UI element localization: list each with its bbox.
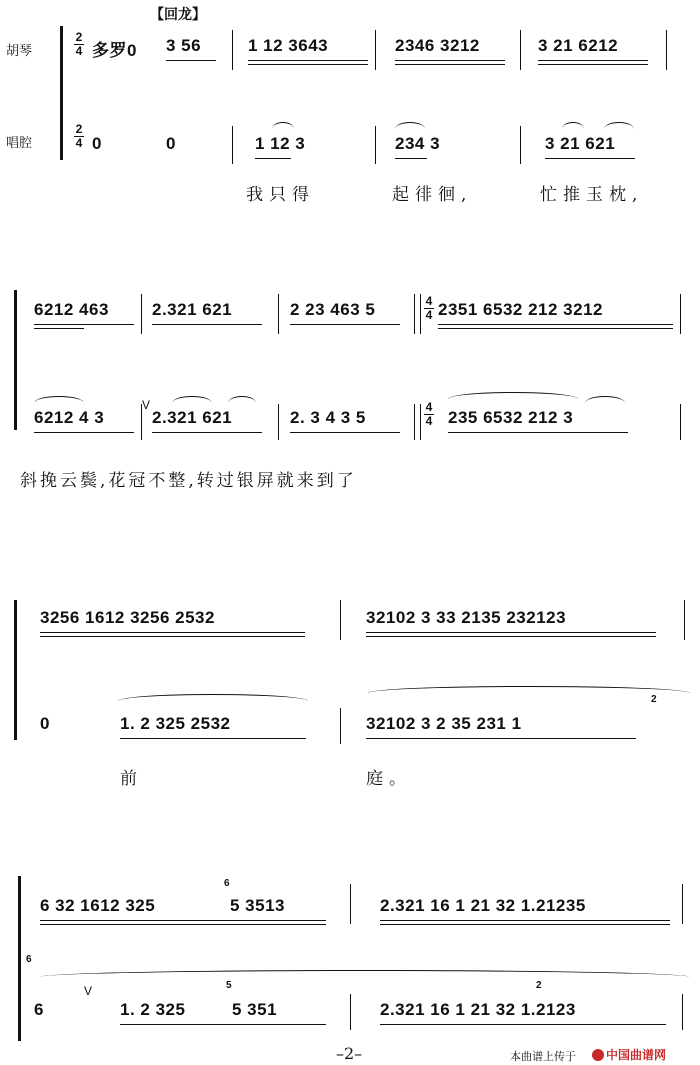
changqiang-label: 唱腔 bbox=[6, 136, 33, 151]
voice-measure: 2.321 621 bbox=[152, 408, 233, 427]
time-signature: 4 4 bbox=[425, 294, 433, 322]
beat-underline bbox=[380, 1024, 666, 1025]
beat-underline bbox=[120, 1024, 326, 1025]
beat-underline bbox=[380, 924, 670, 925]
barline bbox=[684, 600, 685, 640]
slur bbox=[585, 396, 625, 403]
beat-underline bbox=[438, 328, 673, 329]
lyric: 前 bbox=[120, 769, 143, 789]
breath-mark: V bbox=[142, 398, 151, 412]
barline bbox=[350, 884, 351, 924]
barline bbox=[232, 30, 233, 70]
barline bbox=[278, 404, 279, 440]
beat-underline bbox=[248, 60, 368, 61]
grace-note: 2 bbox=[536, 980, 543, 991]
slur bbox=[395, 122, 425, 129]
system-bracket bbox=[18, 876, 21, 1041]
voice-rest: 0 bbox=[40, 714, 50, 733]
time-signature: 4 4 bbox=[425, 400, 433, 428]
grace-note: 2 bbox=[651, 694, 658, 705]
beat-underline bbox=[166, 60, 216, 61]
beat-underline bbox=[34, 328, 84, 329]
beat-underline bbox=[120, 738, 306, 739]
beat-underline bbox=[34, 432, 134, 433]
beat-underline bbox=[395, 158, 427, 159]
huqin-label: 胡琴 bbox=[6, 44, 33, 59]
beat-underline bbox=[438, 324, 673, 325]
barline bbox=[520, 126, 521, 164]
voice-measure: 6212 4 3 bbox=[34, 408, 105, 427]
barline bbox=[682, 884, 683, 924]
lyric: 起徘徊, bbox=[392, 185, 473, 205]
barline bbox=[682, 994, 683, 1030]
grace-note: 6 bbox=[224, 878, 231, 889]
beat-underline bbox=[366, 632, 656, 633]
voice-measure: 32102 3 2 35 231 1 bbox=[366, 714, 522, 733]
voice-measure: 3 21 621 bbox=[545, 134, 616, 153]
voice-rest: 0 bbox=[92, 134, 102, 153]
slur bbox=[118, 694, 308, 701]
barline bbox=[375, 126, 376, 164]
huqin-measure: 5 3513 bbox=[230, 896, 285, 915]
huqin-measure: 2351 6532 212 3212 bbox=[438, 300, 603, 319]
voice-measure: 1. 2 325 2532 bbox=[120, 714, 231, 733]
lyric: 忙推玉枕, bbox=[540, 185, 644, 205]
barline bbox=[141, 404, 142, 440]
site-name: 中国曲谱网 bbox=[606, 1048, 667, 1062]
grace-note: 6 bbox=[26, 954, 33, 965]
lyric: 我只得 bbox=[246, 185, 315, 205]
beat-underline bbox=[248, 64, 368, 65]
lyric: 斜挽云鬓,花冠不整,转过银屏就来到了 bbox=[20, 471, 357, 491]
beat-underline bbox=[152, 324, 262, 325]
barline bbox=[340, 600, 341, 640]
huqin-measure: 2346 3212 bbox=[395, 36, 480, 55]
voice-measure: 1 12 3 bbox=[255, 134, 306, 153]
slur bbox=[562, 122, 584, 129]
barline bbox=[141, 294, 142, 334]
voice-measure: 2. 3 4 3 5 bbox=[290, 408, 366, 427]
beat-underline bbox=[290, 324, 400, 325]
breath-mark: V bbox=[84, 984, 93, 998]
beat-underline bbox=[366, 636, 656, 637]
barline bbox=[520, 30, 521, 70]
voice-rest: 0 bbox=[166, 134, 176, 153]
beat-underline bbox=[448, 432, 628, 433]
site-logo bbox=[592, 1046, 666, 1063]
beat-underline bbox=[395, 64, 505, 65]
beat-underline bbox=[545, 158, 635, 159]
voice-measure: 2.321 16 1 21 32 1.2123 bbox=[380, 1000, 576, 1019]
beat-underline bbox=[290, 432, 400, 433]
beat-underline bbox=[538, 60, 648, 61]
beat-underline bbox=[380, 920, 670, 921]
section-marker: 【回龙】 bbox=[150, 7, 206, 23]
system-bracket bbox=[14, 290, 17, 430]
beat-underline bbox=[395, 60, 505, 61]
beat-underline bbox=[40, 924, 326, 925]
time-signature: 2 4 bbox=[75, 30, 83, 58]
voice-measure: 1. 2 325 bbox=[120, 1000, 186, 1019]
time-signature: 2 4 bbox=[75, 122, 83, 150]
huqin-measure: 2 23 463 5 bbox=[290, 300, 376, 319]
huqin-measure: 3256 1612 3256 2532 bbox=[40, 608, 215, 627]
voice-measure: 6 bbox=[34, 1000, 44, 1019]
beat-underline bbox=[366, 738, 636, 739]
beat-underline bbox=[40, 636, 305, 637]
beat-underline bbox=[538, 64, 648, 65]
huqin-measure: 3 56 bbox=[166, 36, 202, 55]
barline bbox=[375, 30, 376, 70]
slur bbox=[604, 122, 634, 129]
beat-underline bbox=[40, 920, 326, 921]
system-bracket bbox=[60, 26, 63, 160]
voice-measure: 5 351 bbox=[232, 1000, 278, 1019]
barline bbox=[680, 294, 681, 334]
voice-measure: 234 3 bbox=[395, 134, 441, 153]
beat-underline bbox=[40, 632, 305, 633]
barline bbox=[420, 404, 421, 440]
huqin-lead: 多罗0 bbox=[92, 41, 137, 60]
system-bracket bbox=[14, 600, 17, 740]
barline bbox=[414, 404, 415, 440]
voice-measure: 235 6532 212 3 bbox=[448, 408, 574, 427]
barline bbox=[278, 294, 279, 334]
huqin-measure: 32102 3 33 2135 232123 bbox=[366, 608, 567, 627]
slur bbox=[172, 396, 212, 403]
huqin-measure: 6 32 1612 325 bbox=[40, 896, 156, 915]
huqin-measure: 1 12 3643 bbox=[248, 36, 329, 55]
page-number: –2– bbox=[336, 1044, 363, 1063]
barline bbox=[420, 294, 421, 334]
huqin-measure: 6212 463 bbox=[34, 300, 109, 319]
beat-underline bbox=[34, 324, 134, 325]
barline bbox=[666, 30, 667, 70]
beat-underline bbox=[255, 158, 291, 159]
barline bbox=[350, 994, 351, 1030]
huqin-measure: 3 21 6212 bbox=[538, 36, 619, 55]
huqin-measure: 2.321 621 bbox=[152, 300, 233, 319]
beat-underline bbox=[152, 432, 262, 433]
slur bbox=[228, 396, 256, 403]
slur bbox=[272, 122, 294, 129]
huqin-measure: 2.321 16 1 21 32 1.21235 bbox=[380, 896, 586, 915]
barline bbox=[232, 126, 233, 164]
barline bbox=[680, 404, 681, 440]
logo-icon bbox=[592, 1049, 604, 1061]
barline bbox=[414, 294, 415, 334]
slur bbox=[34, 396, 84, 403]
upload-credit: 本曲谱上传于 bbox=[510, 1050, 576, 1063]
slur bbox=[368, 686, 690, 693]
lyric: 庭。 bbox=[366, 769, 412, 789]
grace-note: 5 bbox=[226, 980, 233, 991]
slur bbox=[448, 392, 578, 399]
slur bbox=[40, 970, 690, 977]
barline bbox=[340, 708, 341, 744]
